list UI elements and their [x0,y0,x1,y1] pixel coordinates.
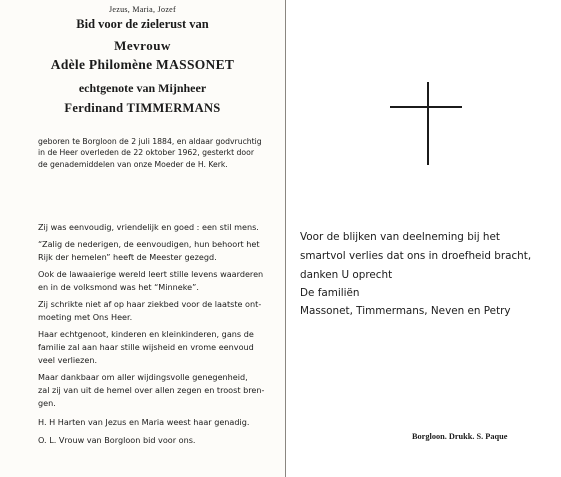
spouse-name: Ferdinand TIMMERMANS [64,101,221,115]
birth-line: de genademiddelen van onze Moeder de H. Kerk. [38,159,228,169]
thanks-line: Voor de blijken van deelneming bij het [300,231,500,243]
paragraph [38,238,276,264]
birth-death-text [38,136,273,170]
paragraph-line: Maar dankbaar om aller wijdingsvolle genegenheid, [38,372,248,382]
paragraph [38,371,276,410]
invocation: Jezus, Maria, Jozef [108,5,176,14]
paragraph-line: Ook de lawaaierige wereld leert stille levens waarderen [38,269,264,279]
spouse-intro: echtgenote van Mijnheer [78,81,207,95]
birth-line: geboren te Borgloon de 2 juli 1884, en aldaar godvruchtig [38,137,262,146]
thanks-line: smartvol verlies dat ons in droefheid bracht, [300,250,532,262]
thanks-line: De familiën [300,287,360,299]
paragraph-line: zal zij van uit de hemel over allen zegen en troost bren- [38,385,265,395]
paragraph-line: Rijk der hemelen” heeft de Meester gezegd. [38,252,217,262]
paragraph-line: Zij was eenvoudig, vriendelijk en goed : een stil mens. [38,222,259,232]
deceased-name: Adèle Philomène MASSONET [50,57,235,72]
title: Mevrouw [114,38,171,53]
paragraph [38,328,276,367]
paragraph-line: gen. [38,398,56,408]
paragraph-line: “Zalig de nederigen, de eenvoudigen, hun behoort het [38,239,260,249]
paragraph-line: familie zal aan haar stille wijsheid en vrome eenvoud [38,342,254,352]
printer-credit: Borgloon. Drukk. S. Paque [412,432,508,441]
paragraph-line: Haar echtgenoot, kinderen en kleinkinderen, gans de [38,329,254,339]
family-names: Massonet, Timmermans, Neven en Petry [300,305,511,317]
paragraph [38,416,276,429]
paragraph-line: Zij schrikte niet af op haar ziekbed voor de laatste ont- [38,299,262,309]
prayer-request: Bid voor de zielerust van [76,17,209,31]
paragraph-line: moeting met Ons Heer. [38,312,133,322]
paragraph-line: veel verliezen. [38,355,98,365]
paragraph-line: en in de volksmond was het “Minneke”. [38,282,199,292]
paragraph [38,221,276,234]
paragraph [38,298,276,324]
paragraph-line: H. H Harten van Jezus en Maria weest haar genadig. [38,417,250,427]
thanks-line: danken U oprecht [300,269,393,281]
paragraph-line: O. L. Vrouw van Borgloon bid voor ons. [38,435,196,445]
paragraph [38,434,276,447]
birth-line: in de Heer overleden de 22 oktober 1962, gesterkt door [38,148,254,158]
paragraph [38,268,276,294]
